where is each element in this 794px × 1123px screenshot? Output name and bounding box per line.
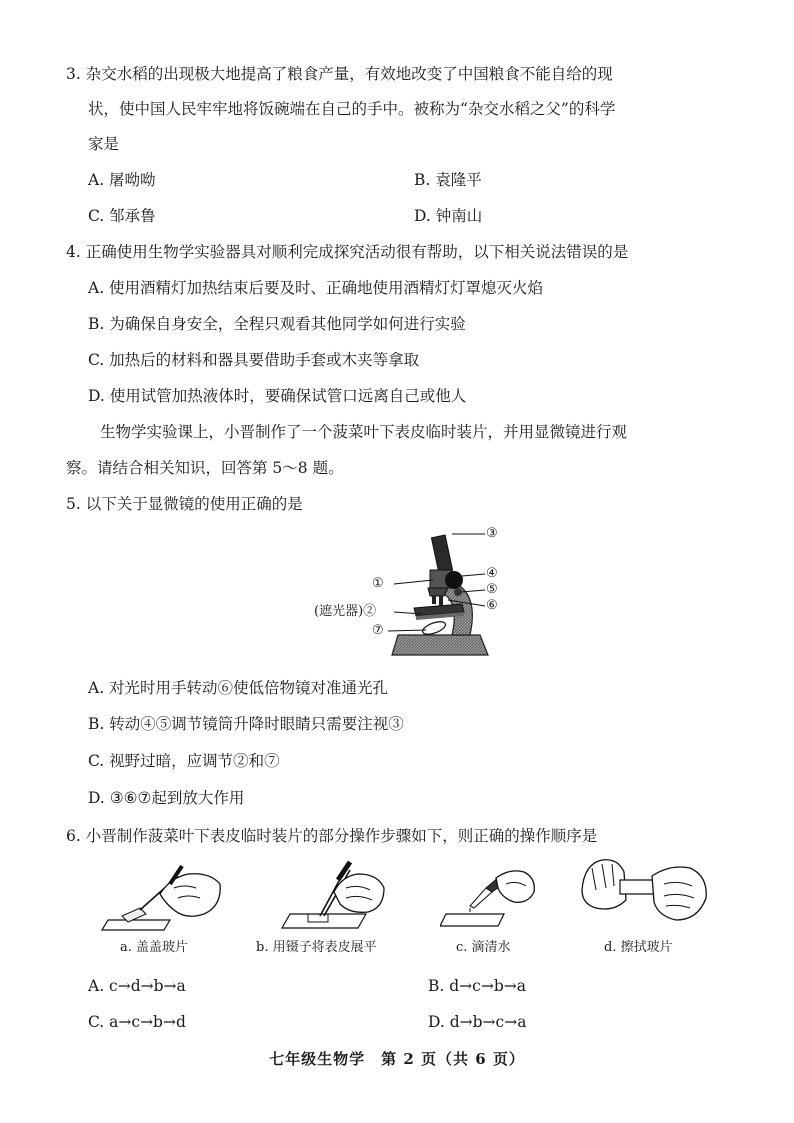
- page-footer: 七年级生物学 第 2 页（共 6 页）: [269, 1050, 525, 1068]
- q3-stem-line-1: 3. 杂交水稻的出现极大地提高了粮食产量，有效地改变了中国粮食不能自给的现: [66, 65, 613, 83]
- q4-option-c: C. 加热后的材料和器具要借助手套或木夹等拿取: [88, 351, 420, 369]
- intro-line-2: 察。请结合相关知识，回答第 5～8 题。: [66, 459, 344, 477]
- q5-option-c: C. 视野过暗，应调节②和⑦: [88, 752, 280, 770]
- microscope-label-5: ⑤: [486, 582, 498, 597]
- q4-option-a: A. 使用酒精灯加热结束后要及时、正确地使用酒精灯灯罩熄灭火焰: [88, 279, 544, 297]
- q6-option-b: B. d→c→b→a: [428, 977, 526, 995]
- step-b-illustration: [280, 858, 390, 936]
- microscope-label-4: ④: [486, 566, 498, 581]
- q6-option-c: C. a→c→b→d: [88, 1013, 186, 1031]
- step-a-illustration: [100, 858, 230, 936]
- q4-option-d: D. 使用试管加热液体时，要确保试管口远离自己或他人: [88, 387, 467, 405]
- step-d-illustration: [574, 850, 714, 936]
- q3-stem-line-3: 家是: [88, 135, 120, 153]
- microscope-label-3: ③: [486, 526, 498, 541]
- q6-option-d: D. d→b→c→a: [428, 1013, 527, 1031]
- step-c-illustration: [440, 858, 540, 936]
- microscope-label-2: (遮光器)②: [314, 604, 377, 619]
- q4-option-b: B. 为确保自身安全，全程只观看其他同学如何进行实验: [88, 315, 466, 333]
- microscope-label-1: ①: [372, 576, 384, 591]
- q6-stem: 6. 小晋制作菠菜叶下表皮临时装片的部分操作步骤如下，则正确的操作顺序是: [66, 827, 598, 845]
- microscope-label-6: ⑥: [486, 598, 498, 613]
- q3-stem-line-2: 状，使中国人民牢牢地将饭碗端在自己的手中。被称为“杂交水稻之父”的科学: [88, 100, 616, 118]
- q3-option-a: A. 屠呦呦: [88, 171, 156, 189]
- step-b-caption: b. 用镊子将表皮展平: [256, 940, 377, 955]
- q4-stem: 4. 正确使用生物学实验器具对顺利完成探究活动很有帮助，以下相关说法错误的是: [66, 243, 629, 261]
- q5-option-d: D. ③⑥⑦起到放大作用: [88, 789, 245, 807]
- step-a-caption: a. 盖盖玻片: [120, 940, 189, 955]
- q3-option-c: C. 邹承鲁: [88, 207, 156, 225]
- q3-option-b: B. 袁隆平: [414, 171, 482, 189]
- step-d-caption: d. 擦拭玻片: [604, 940, 673, 955]
- q5-option-a: A. 对光时用手转动⑥使低倍物镜对准通光孔: [88, 679, 389, 697]
- microscope-label-7: ⑦: [372, 623, 384, 638]
- q3-option-d: D. 钟南山: [414, 207, 483, 225]
- q6-option-a: A. c→d→b→a: [88, 977, 186, 995]
- intro-line-1: 生物学实验课上，小晋制作了一个菠菜叶下表皮临时装片，并用显微镜进行观: [100, 423, 628, 441]
- q5-option-b: B. 转动④⑤调节镜筒升降时眼睛只需要注视③: [88, 715, 404, 733]
- q5-stem: 5. 以下关于显微镜的使用正确的是: [66, 495, 303, 513]
- step-c-caption: c. 滴清水: [456, 940, 511, 955]
